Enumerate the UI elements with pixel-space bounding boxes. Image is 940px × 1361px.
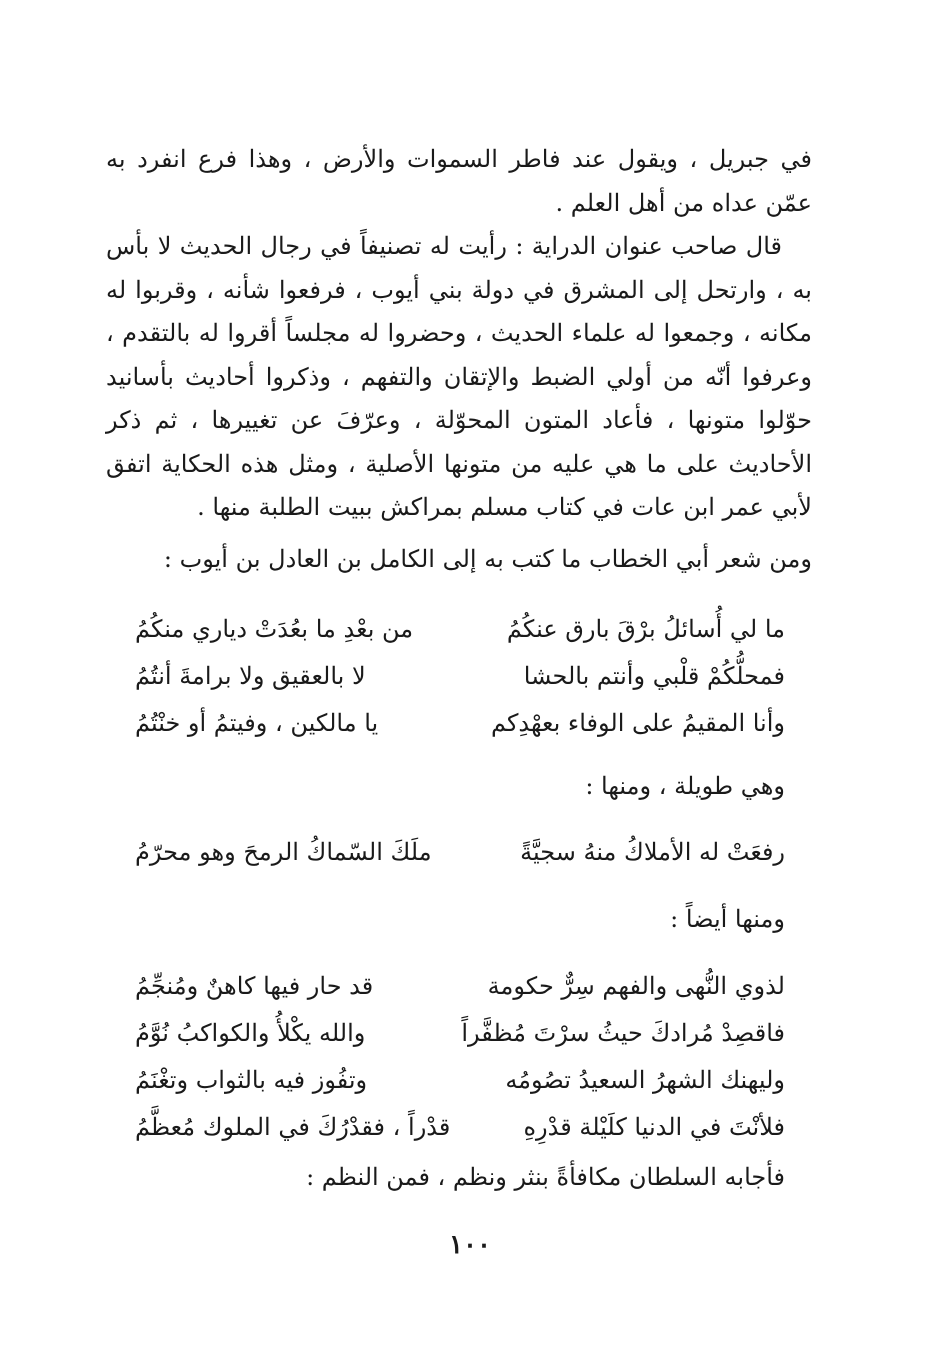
verse-line [135, 605, 785, 652]
verse-second-hemistich: وتفُوز فيه بالثواب وتغْنَمُ [135, 1065, 368, 1094]
prose-block [106, 138, 812, 530]
verse-line [135, 828, 785, 875]
verse-second-hemistich: قد حار فيها كاهنٌ ومُنجِّمُ [135, 971, 374, 1000]
verse-line [135, 962, 785, 1009]
poem-2 [135, 828, 785, 875]
verse-second-hemistich: لا بالعقيق ولا برامةَ أنتُمُ [135, 661, 366, 690]
poem-1 [135, 605, 785, 746]
verse-first-hemistich: فاقصِدْ مُرادكَ حيثُ سرْتَ مُظفَّراً [461, 1018, 785, 1047]
poem-intro-1: ومن شعر أبي الخطاب ما كتب به إلى الكامل بن العادل بن أيوب : [163, 545, 812, 573]
verse-first-hemistich: وأنا المقيمُ على الوفاء بعهْدِكم [490, 708, 785, 737]
poem-intro-2: وهي طويلة ، ومنها : [585, 772, 785, 800]
verse-second-hemistich: يا مالكين ، وفيتمُ أو خنْتُمُ [135, 708, 379, 737]
paragraph-2: قال صاحب عنوان الدراية : رأيت له تصنيفاً في رجال الحديث لا بأس به ، وارتحل إلى المشرق في دولة بني أيوب ، فرفعوا شأنه ، وقربوا له مكانه ، وجمعوا له علماء الحديث ، وحضروا له مجلساً أقروا له بالتقدم ، وعرفوا أنّه من أولي الضبط والإتقان والتفهم ، وذكروا أحاديث بأسانيد حوّلوا متونها ، فأعاد المتون المحوّلة ، وعرّفَ عن تغييرها ، ثم ذكر الأحاديث على ما هي عليه من متونها الأصلية ، ومثل هذه الحكاية اتفق لأبي عمر ابن عات في كتاب مسلم بمراكش ببيت الطلبة منها . [106, 232, 812, 521]
verse-second-hemistich: والله يكْلأُ والكواكبُ نُوَّمُ [135, 1018, 366, 1047]
verse-line [135, 1103, 785, 1150]
verse-line [135, 1056, 785, 1103]
poem-intro-3: ومنها أيضاً : [670, 905, 785, 933]
verse-second-hemistich: قدْراً ، فقدْرُكَ في الملوك مُعظَّمُ [135, 1112, 451, 1141]
verse-first-hemistich: فلأنْتَ في الدنيا كلَيْلة قدْرِهِ [523, 1112, 785, 1141]
closing-line: فأجابه السلطان مكافأةً بنثر ونظم ، فمن النظم : [306, 1163, 785, 1191]
verse-first-hemistich: فمحلُّكُمْ قلْبي وأنتم بالحشا [523, 661, 785, 690]
verse-first-hemistich: رفعَتْ له الأملاكُ منهُ سجيَّةً [520, 837, 785, 866]
poem-3 [135, 962, 785, 1150]
verse-first-hemistich: وليهنك الشهرُ السعيدُ تصُومُه [505, 1065, 785, 1094]
paragraph-1: في جبريل ، ويقول عند فاطر السموات والأرض ، وهذا فرع انفرد به عمّن عداه من أهل العلم . [106, 145, 812, 217]
verse-first-hemistich: لذوي النُّهى والفهم سِرٌّ حكومة [487, 971, 785, 1000]
verse-second-hemistich: من بعْدِ ما بعُدَتْ دياري منكُمُ [135, 614, 414, 643]
verse-first-hemistich: ما لي أُسائلُ برْقَ بارق عنكُمُ [506, 614, 785, 643]
verse-line [135, 1009, 785, 1056]
verse-line [135, 652, 785, 699]
verse-second-hemistich: ملَكَ السّماكُ الرمحَ وهو محرّمُ [135, 837, 432, 866]
page-number: ١٠٠ [449, 1230, 491, 1260]
verse-line [135, 699, 785, 746]
